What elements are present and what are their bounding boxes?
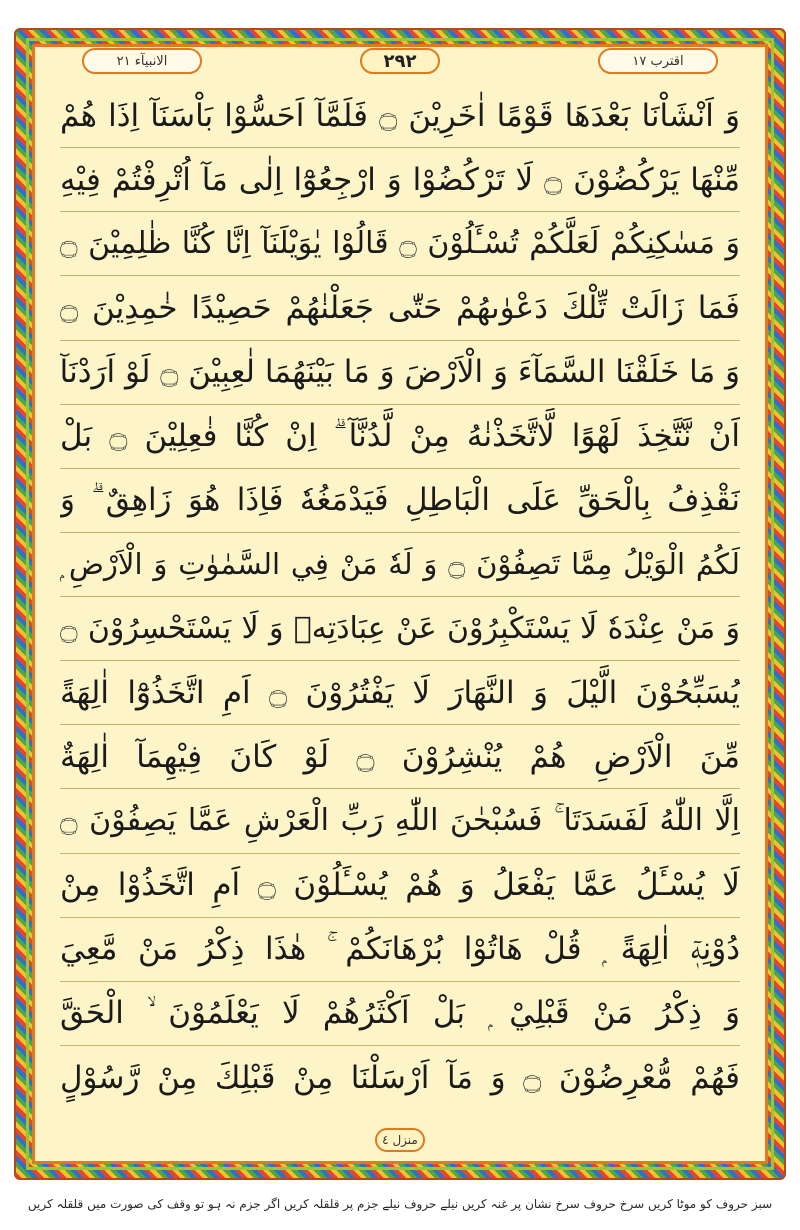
line-text: دُوْنِهٖٓ اٰلِهَةً ۭ قُلْ هَاتُوْا بُرْهَانَكُمْ ۚ هٰذَا ذِكْرُ مَنْ مَّعِيَ xyxy=(60,930,740,967)
text-line xyxy=(60,276,740,340)
line-text: يُسَبِّحُوْنَ الَّيْلَ وَ النَّهَارَ لَا يَفْتُرُوْنَ ۝ اَمِ اتَّخَذُوْٓا اٰلِهَةً xyxy=(60,674,740,711)
juz-label xyxy=(598,48,718,74)
line-text: لَكُمُ الْوَيْلُ مِمَّا تَصِفُوْنَ ۝ وَ لَهٗ مَنْ فِي السَّمٰوٰتِ وَ الْاَرْضِ ۭ xyxy=(60,546,740,581)
text-line xyxy=(60,212,740,276)
page-number xyxy=(360,48,440,74)
page-number-text: ۲۹۲ xyxy=(383,50,417,72)
text-line xyxy=(60,789,740,853)
text-line xyxy=(60,918,740,982)
line-text: وَ مَسٰكِنِكُمْ لَعَلَّكُمْ تُسْـَٔلُوْنَ ۝ قَالُوْا يٰوَيْلَنَآ اِنَّا كُنَّا ظٰلِمِيْنَ ۝ xyxy=(60,226,740,262)
text-line xyxy=(60,405,740,469)
quran-text xyxy=(60,84,740,1110)
manzil-text: منزل ٤ xyxy=(382,1133,418,1147)
text-line xyxy=(60,661,740,725)
line-text: وَ مَنْ عِنْدَهٗ لَا يَسْتَكْبِرُوْنَ عَنْ عِبَادَتِهٖ وَ لَا يَسْتَحْسِرُوْنَ ۝ xyxy=(60,611,740,647)
text-line xyxy=(60,597,740,661)
text-line xyxy=(60,148,740,212)
tajweed-note xyxy=(8,1186,792,1222)
line-text: فَهُمْ مُّعْرِضُوْنَ ۝ وَ مَآ اَرْسَلْنَا مِنْ قَبْلِكَ مِنْ رَّسُوْلٍ xyxy=(60,1059,740,1096)
line-text: لَا يُسْـَٔلُ عَمَّا يَفْعَلُ وَ هُمْ يُسْـَٔلُوْنَ ۝ اَمِ اتَّخَذُوْا مِنْ xyxy=(60,867,740,904)
line-text: اِلَّا اللّٰهُ لَفَسَدَتَا ۚ فَسُبْحٰنَ اللّٰهِ رَبِّ الْعَرْشِ عَمَّا يَصِفُوْنَ ۝ xyxy=(60,803,740,839)
line-text: فَمَا زَالَتْ تِّلْكَ دَعْوٰىهُمْ حَتّٰى جَعَلْنٰهُمْ حَصِيْدًا خٰمِدِيْنَ ۝ xyxy=(60,289,740,326)
juz-label-text: اقترب ۱۷ xyxy=(632,53,684,69)
text-line xyxy=(60,854,740,918)
manzil-label xyxy=(375,1128,425,1152)
text-line xyxy=(60,982,740,1046)
text-line xyxy=(60,1046,740,1110)
line-text: اَنْ نَّتَّخِذَ لَهْوًا لَّاتَّخَذْنٰهُ مِنْ لَّدُنَّآ ۗ اِنْ كُنَّا فٰعِلِيْنَ ۝ بَلْ xyxy=(60,417,740,454)
line-text: مِّنَ الْاَرْضِ هُمْ يُنْشِرُوْنَ ۝ لَوْ كَانَ فِيْهِمَآ اٰلِهَةٌ xyxy=(60,738,740,775)
line-text: مِّنْهَا يَرْكُضُوْنَ ۝ لَا تَرْكُضُوْا وَ ارْجِعُوْٓا اِلٰى مَآ اُتْرِفْتُمْ فِيْهِ xyxy=(60,161,740,198)
text-line xyxy=(60,533,740,597)
text-line xyxy=(60,84,740,148)
line-text: وَ ذِكْرُ مَنْ قَبْلِيْ ۭ بَلْ اَكْثَرُهُمْ لَا يَعْلَمُوْنَ ۙ الْحَقَّ xyxy=(60,994,740,1031)
surah-label-text: الانبيآء ۲۱ xyxy=(116,53,168,69)
line-text: وَ اَنْشَاْنَا بَعْدَهَا قَوْمًا اٰخَرِيْنَ ۝ فَلَمَّآ اَحَسُّوْا بَاْسَنَآ اِذَا هُمْ xyxy=(60,97,740,134)
line-text: نَقْذِفُ بِالْحَقِّ عَلَى الْبَاطِلِ فَيَدْمَغُهٗ فَاِذَا هُوَ زَاهِقٌ ۗ وَ xyxy=(60,481,740,518)
text-line xyxy=(60,469,740,533)
tajweed-note-text: سبز حروف کو موٹا کریں سرخ حروف سرخ نشان پر غنہ کریں نیلے حروف نیلے جزم پر قلقلہ کریں اگر جزم نہ ہو تو وقف کی صورت میں قلقلہ کریں xyxy=(27,1197,773,1211)
text-line xyxy=(60,341,740,405)
line-text: وَ مَا خَلَقْنَا السَّمَآءَ وَ الْاَرْضَ وَ مَا بَيْنَهُمَا لٰعِبِيْنَ ۝ لَوْ اَرَدْنَآ xyxy=(60,354,740,391)
text-line xyxy=(60,725,740,789)
surah-label xyxy=(82,48,202,74)
